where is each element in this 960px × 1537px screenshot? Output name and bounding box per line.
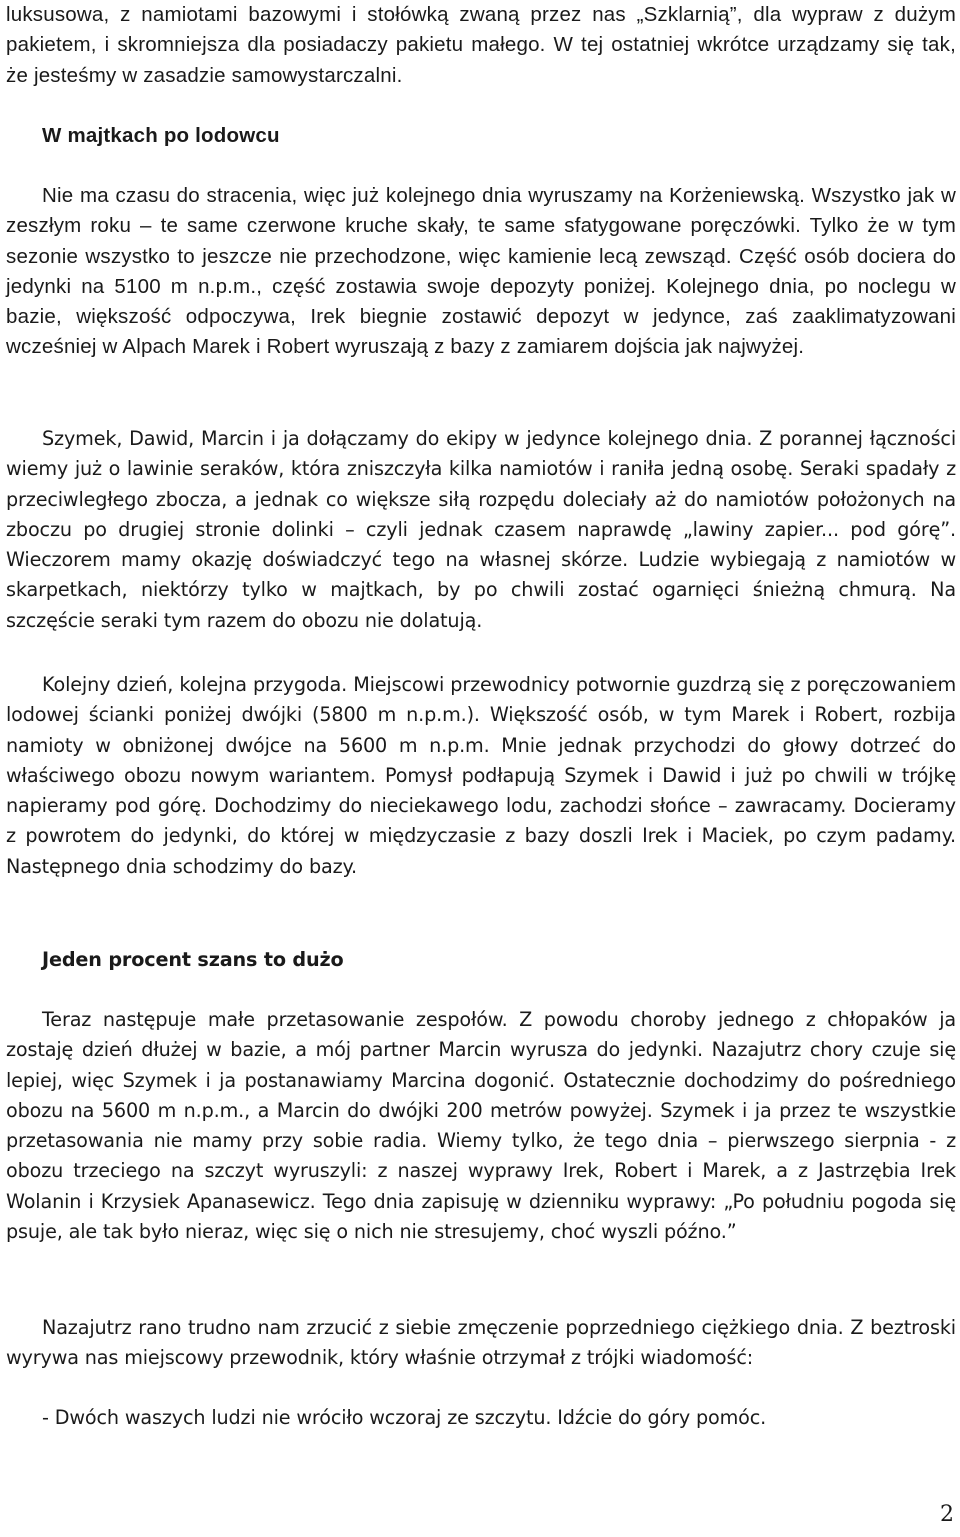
paragraph-lawina: Szymek, Dawid, Marcin i ja dołączamy do ekipy w jedynce kolejnego dnia. Z porannej łączności wiemy już o lawinie seraków, która zniszczyła kilka namiotów i raniła jedną osobę. Seraki spadały z przeciwległego zbocza, a jednak co większe siłą rozpędu doleciały aż do namiotów położonych na zboczu po drugiej stronie dolinki – czyli jednak czasem naprawdę „lawiny zapier... pod górę”. Wieczorem mamy okazję doświadczyć tego na własnej skórze. Ludzie wybiegają z namiotów w skarpetkach, niektórzy tylko w majtkach, by po chwili zostać ogarnięci śnieżną chmurą. Na szczęście seraki tym razem do obozu nie dolatują. [6, 427, 956, 632]
paragraph-nazajutrz: Nazajutrz rano trudno nam zrzucić z siebie zmęczenie poprzedniego ciężkiego dnia. Z beztroski wyrywa nas miejscowy przewodnik, który właśnie otrzymał z trójki wiadomość: [6, 1316, 956, 1370]
paragraph-przetasowanie: Teraz następuje małe przetasowanie zespołów. Z powodu choroby jednego z chłopaków ja zostaję dzień dłużej w bazie, a mój partner Marcin wyrusza do jedynki. Nazajutrz chory czuje się lepiej, więc Szymek i ja postanawiamy Marcina dogonić. Ostatecznie dochodzimy do pośredniego obozu na 5600 m n.p.m., a Marcin do dwójki 200 metrów powyżej. Szymek i ja przez te wszystkie przetasowania nie mamy przy sobie radia. Wiemy tylko, że tego dnia – pierwszego sierpnia - z obozu trzeciego na szczyt wyruszyli: z naszej wyprawy Irek, Robert i Marek, a z Jastrzębia Irek Wolanin i Krzysiek Apanasewicz. Tego dnia zapisuję w dzienniku wyprawy: „Po południu pogoda się psuje, ale tak było nieraz, więc się o nich nie stresujemy, choć wyszli późno.” [6, 1008, 956, 1244]
section-heading-majtki: W majtkach po lodowcu [42, 124, 280, 147]
paragraph-intro: luksusowa, z namiotami bazowymi i stołówką zwaną przez nas „Szklarnią”, dla wypraw z dużym pakietem, i skromniejsza dla posiadaczy pakietu małego. W tej ostatniej wkrótce urządzamy się tak, że jesteśmy w zasadzie samowystarczalni. [6, 3, 956, 87]
paragraph-wiadomosc: - Dwóch waszych ludzi nie wróciło wczoraj ze szczytu. Idźcie do góry pomóc. [42, 1406, 767, 1429]
page-number: 2 [940, 1502, 954, 1527]
section-heading-jeden-procent: Jeden procent szans to dużo [42, 948, 344, 971]
paragraph-kolejny-dzien: Kolejny dzień, kolejna przygoda. Miejscowi przewodnicy potwornie guzdrzą się z poręczowaniem lodowej ścianki poniżej dwójki (5800 m n.p.m.). Większość osób, w tym Marek i Robert, rozbija namioty w obniżonej dwójce na 5600 m n.p.m. Mnie jednak przychodzi do głowy dotrzeć do właściwego obozu nowym wariantem. Pomysł podłapują Szymek i Dawid i już po chwili w trójkę napieramy pod górę. Dochodzimy do nieciekawego lodu, zachodzi słońce – zawracamy. Docieramy z powrotem do jedynki, do której w międzyczasie z bazy doszli Irek i Maciek, po czym padamy. Następnego dnia schodzimy do bazy. [6, 673, 956, 878]
paragraph-korzeniewska: Nie ma czasu do stracenia, więc już kolejnego dnia wyruszamy na Korżeniewską. Wszystko jak w zeszłym roku – te same czerwone kruche skały, te same sfatygowane poręczówki. Tylko że w tym sezonie wszystko to jeszcze nie przechodzone, więc kamienie lecą zewsząd. Część osób dociera do jedynki na 5100 m n.p.m., część zostawia swoje depozyty poniżej. Kolejnego dnia, po noclegu w bazie, większość odpoczywa, Irek biegnie zostawić depozyt w jedynce, zaś zaaklimatyzowani wcześniej w Alpach Marek i Robert wyruszają z bazy z zamiarem dojścia jak najwyżej. [6, 184, 956, 359]
